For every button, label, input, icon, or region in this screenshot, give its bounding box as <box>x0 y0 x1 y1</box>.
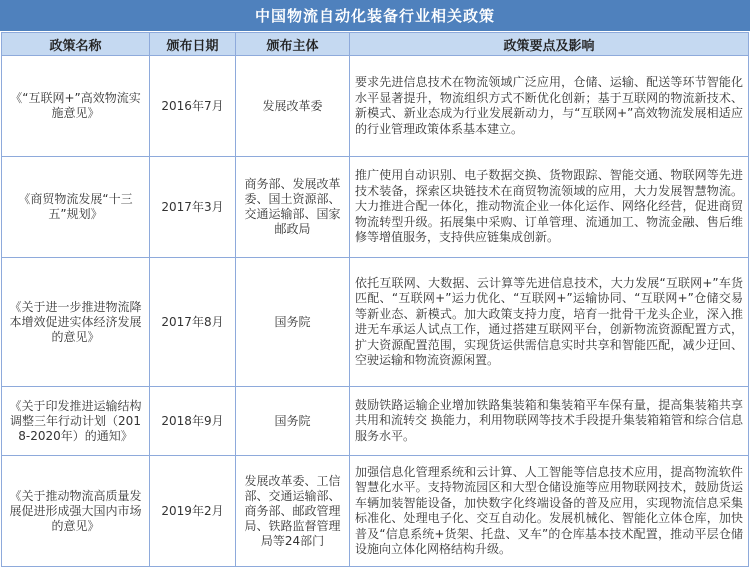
issuer-cell: 国务院 <box>236 387 350 456</box>
issuer-cell: 商务部、发展改革委、国土资源部、交通运输部、国家邮政局 <box>236 157 350 258</box>
policy-table <box>1 32 749 567</box>
policy-name-cell: 《“互联网+”高效物流实施意见》 <box>2 56 150 157</box>
policy-name-cell: 《关于进一步推进物流降本增效促进实体经济发展的意见》 <box>2 258 150 387</box>
table-row <box>2 56 749 157</box>
issue-date-cell: 2018年9月 <box>150 387 236 456</box>
key-points-cell: 推广使用自动识别、电子数据交换、货物跟踪、智能交通、物联网等先进技术装备，探索区块链技术在商贸物流领域的应用，大力发展智慧物流。大力推进合配一体化，推动物流企业一体化运作、网络化经营，促进商贸物流转型升级。拓展集中采购、订单管理、流通加工、物流金融、售后维修等增值服务，支持供应链集成创新。 <box>350 157 749 258</box>
header-issuer: 颁布主体 <box>236 33 350 56</box>
table-header-row <box>2 33 749 56</box>
key-points-cell: 鼓励铁路运输企业增加铁路集装箱和集装箱平车保有量，提高集装箱共享共用和流转交 换能力，利用物联网等技术手段提升集装箱箱管和综合信息服务水平。 <box>350 387 749 456</box>
key-points-cell: 要求先进信息技术在物流领域广泛应用，仓储、运输、配送等环节智能化水平显著提升，物流组织方式不断优化创新；基于互联网的物流新技术、新模式、新业态成为行业发展新动力，与“互联网+”高效物流发展相适应的行业管理政策体系基本建立。 <box>350 56 749 157</box>
issue-date-cell: 2016年7月 <box>150 56 236 157</box>
issue-date-cell: 2019年2月 <box>150 456 236 567</box>
policy-name-cell: 《商贸物流发展“十三五”规划》 <box>2 157 150 258</box>
key-points-cell: 加强信息化管理系统和云计算、人工智能等信息技术应用，提高物流软件智慧化水平。支持物流园区和大型仓储设施等应用物联网技术，鼓励货运车辆加装智能设备，加快数字化终端设备的普及应用，实现物流信息采集标准化、处理电子化、交互自动化。发展机械化、智能化立体仓库，加快普及“信息系统+货架、托盘、叉车”的仓库基本技术配置，推动平层仓储设施向立体化网格结构升级。 <box>350 456 749 567</box>
issuer-cell: 发展改革委 <box>236 56 350 157</box>
issue-date-cell: 2017年3月 <box>150 157 236 258</box>
header-key-points: 政策要点及影响 <box>350 33 749 56</box>
table-row <box>2 456 749 567</box>
table-title: 中国物流自动化装备行业相关政策 <box>0 0 750 31</box>
issue-date-cell: 2017年8月 <box>150 258 236 387</box>
issuer-cell: 国务院 <box>236 258 350 387</box>
policy-name-cell: 《关于推动物流高质量发展促进形成强大国内市场的意见》 <box>2 456 150 567</box>
table-row <box>2 157 749 258</box>
policy-name-cell: 《关于印发推进运输结构调整三年行动计划（2018-2020年）的通知》 <box>2 387 150 456</box>
key-points-cell: 依托互联网、大数据、云计算等先进信息技术，大力发展“互联网+”车货匹配、“互联网+”运力优化、“互联网+”运输协同、“互联网+”仓储交易等新业态、新模式。加大政策支持力度，培育一批骨干龙头企业，深入推进无车承运人试点工作，通过搭建互联网平台，创新物流资源配置方式，扩大资源配置范围，实现货运供需信息实时共享和智能匹配，减少迂回、空驶运输和物流资源闲置。 <box>350 258 749 387</box>
header-policy-name: 政策名称 <box>2 33 150 56</box>
table-row <box>2 258 749 387</box>
issuer-cell: 发展改革委、工信部、交通运输部、商务部、邮政管理局、铁路监督管理局等24部门 <box>236 456 350 567</box>
table-row <box>2 387 749 456</box>
header-issue-date: 颁布日期 <box>150 33 236 56</box>
